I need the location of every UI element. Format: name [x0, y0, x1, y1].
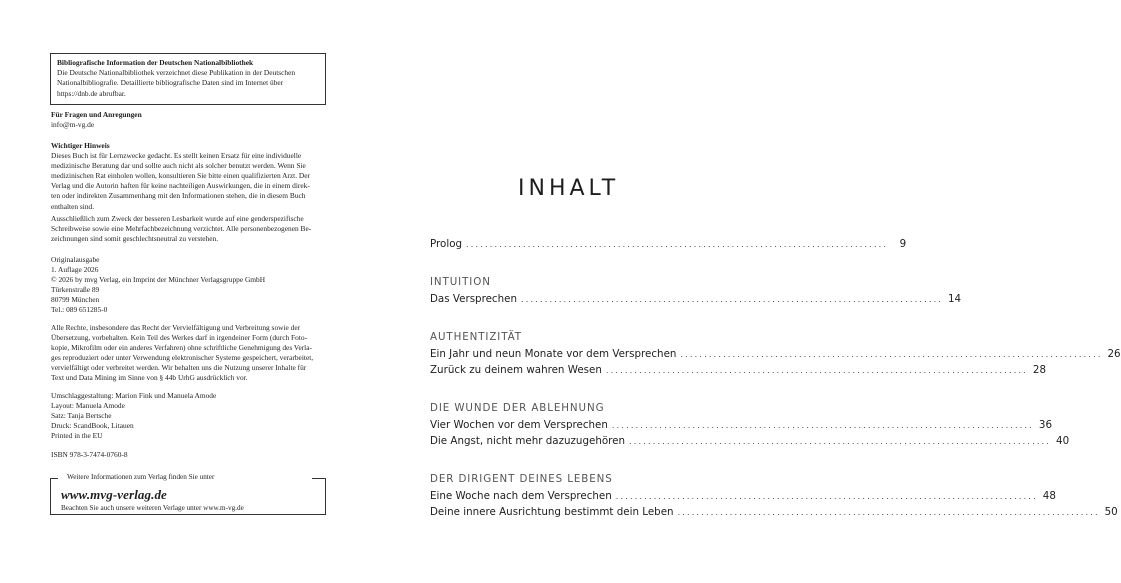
contact-email: info@m-vg.de [51, 120, 95, 130]
toc-leader-dots: ......................................................................................... [611, 421, 1035, 430]
toc-section-heading: INTUITION [430, 276, 491, 288]
notice-line: ten oder indirekten Zusammenhang mit den Informationen stehen, die in diesem Buch [51, 191, 306, 201]
imprint-page [0, 0, 375, 583]
toc-entry-prolog[interactable] [430, 237, 907, 251]
notice-line: medizinischen Rat einholen wollen, konsultieren Sie bitte einen qualifizierten Arzt. Der [51, 171, 311, 181]
bibliographic-info-line: Nationalbibliografie. Detaillierte bibliografische Daten sind im Internet über [57, 78, 284, 88]
credits-line: Druck: ScandBook, Litauen [51, 421, 134, 431]
publisher-web-note: Beachten Sie auch unsere weiteren Verlage unter www.m-vg.de [61, 504, 244, 512]
toc-page-number: 50 [1104, 506, 1118, 518]
rights-block [51, 323, 326, 384]
publisher-web-box [50, 473, 326, 515]
notice-block [51, 141, 326, 212]
toc-entry-label: Ein Jahr und neun Monate vor dem Versprechen [430, 348, 677, 360]
edition-line: Tel.: 089 651285-0 [51, 305, 108, 315]
toc-leader-dots: ......................................................................................... [615, 492, 1038, 501]
toc-entry-label: Eine Woche nach dem Versprechen [430, 490, 612, 502]
bibliographic-info-title: Bibliografische Information der Deutschen Nationalbibliothek [57, 58, 254, 67]
toc-entry-label: Deine innere Ausrichtung bestimmt dein Leben [430, 506, 674, 518]
notice-line: enthalten sind. [51, 201, 95, 211]
toc-title: INHALT [518, 176, 620, 201]
edition-line: Originalausgabe [51, 255, 100, 264]
rights-line: Übersetzung, vorbehalten. Kein Teil des Werkes darf in irgendeiner Form (durch Foto- [51, 333, 308, 343]
toc-section-heading: AUTHENTIZITÄT [430, 331, 522, 343]
toc-leader-dots: ......................................................................................... [466, 240, 889, 249]
notice-line: Dieses Buch ist für Lernzwecke gedacht. Es stellt keinen Ersatz für eine individuelle [51, 151, 302, 161]
toc-entry[interactable] [430, 434, 1070, 448]
toc-page-number: 36 [1038, 419, 1053, 431]
toc-leader-dots: ......................................................................................... [629, 437, 1052, 446]
credits-block [51, 391, 326, 441]
toc-entry[interactable] [430, 505, 1118, 519]
edition-block [51, 255, 326, 316]
rights-line: ges reproduziert oder unter Verwendung elektronischer Systeme gespeichert, verarbeitet, [51, 353, 314, 363]
toc-page-number: 48 [1042, 490, 1056, 502]
edition-line: 1. Auflage 2026 [51, 265, 99, 275]
toc-section-heading: DER DIRIGENT DEINES LEBENS [430, 473, 613, 485]
notice-title: Wichtiger Hinweis [51, 141, 110, 150]
isbn: ISBN 978-3-7474-0760-8 [51, 450, 128, 459]
gender-notice-line: Schreibweise sowie eine Mehrfachbezeichnung verzichtet. Alle personenbezogenen Be- [51, 224, 312, 234]
contact-title: Für Fragen und Anregungen [51, 110, 142, 119]
toc-page-number: 9 [899, 238, 907, 250]
credits-line: Umschlaggestaltung: Marion Fink und Manuela Amode [51, 391, 217, 400]
bibliographic-info-box [50, 53, 326, 105]
credits-line: Printed in the EU [51, 431, 103, 441]
publisher-url-link[interactable]: www.mvg-verlag.de [61, 487, 167, 502]
toc-entry-label: Die Angst, nicht mehr dazuzugehören [430, 435, 626, 447]
toc-entry-label: Zurück zu deinem wahren Wesen [430, 364, 602, 376]
credits-line: Satz: Tanja Bertsche [51, 411, 112, 421]
edition-line: 80799 München [51, 295, 100, 305]
bibliographic-info-line: https://dnb.de abrufbar. [57, 88, 126, 98]
rights-line: Alle Rechte, insbesondere das Recht der Vervielfältigung und Verbreitung sowie der [51, 323, 301, 332]
edition-line: Türkenstraße 89 [51, 285, 100, 295]
toc-leader-dots: ......................................................................................... [677, 508, 1100, 517]
gender-notice-line: Ausschließlich zum Zweck der besseren Lesbarkeit wurde auf eine genderspezifische [51, 214, 304, 223]
toc-entry-label: Das Versprechen [430, 293, 517, 305]
toc-page-number: 28 [1032, 364, 1046, 376]
toc-leader-dots: ......................................................................................... [520, 295, 944, 304]
rights-line: vervielfältigt oder verbreitet werden. Wir behalten uns die Nutzung unserer Inhalte für [51, 363, 307, 373]
toc-page-number: 14 [948, 293, 962, 305]
toc-entry[interactable] [430, 418, 1053, 432]
toc-entry-label: Vier Wochen vor dem Versprechen [430, 419, 608, 431]
contact-block [51, 110, 326, 130]
bibliographic-info-line: Die Deutsche Nationalbibliothek verzeichnet diese Publikation in der Deutschen [57, 68, 296, 78]
toc-page-number: 40 [1056, 435, 1070, 447]
credits-line: Layout: Manuela Amode [51, 401, 125, 411]
edition-line: © 2026 by mvg Verlag, ein Imprint der Münchner Verlagsgruppe GmbH [51, 275, 266, 285]
notice-line: Verlag und die Autorin haften für keine nachteiligen Auswirkungen, die in einem direk- [51, 181, 310, 191]
notice-line: medizinische Beratung dar und sollte auch nicht als solcher benutzt werden. Wenn Sie [51, 161, 306, 171]
toc-leader-dots: ......................................................................................... [680, 350, 1103, 359]
toc-entry[interactable] [430, 292, 962, 306]
toc-section-heading: DIE WUNDE DER ABLEHNUNG [430, 402, 605, 414]
toc-page [375, 0, 1121, 583]
toc-entry[interactable] [430, 347, 1121, 361]
toc-page-number: 26 [1107, 348, 1121, 360]
toc-entry[interactable] [430, 363, 1046, 377]
toc-leader-dots: ......................................................................................... [605, 366, 1028, 375]
gender-notice-block [51, 214, 326, 244]
gender-notice-line: zeichnungen sind somit geschlechtsneutral zu verstehen. [51, 234, 219, 244]
toc-entry-label: Prolog [430, 238, 463, 250]
rights-line: kopie, Mikrofilm oder ein anderes Verfahren) ohne schriftliche Genehmigung des Verla- [51, 343, 312, 353]
toc-entry[interactable] [430, 489, 1056, 503]
rights-line: Text und Data Mining im Sinne von § 44b UrhG ausdrücklich vor. [51, 373, 248, 383]
publisher-web-label: Weitere Informationen zum Verlag finden Sie unter [67, 473, 215, 481]
